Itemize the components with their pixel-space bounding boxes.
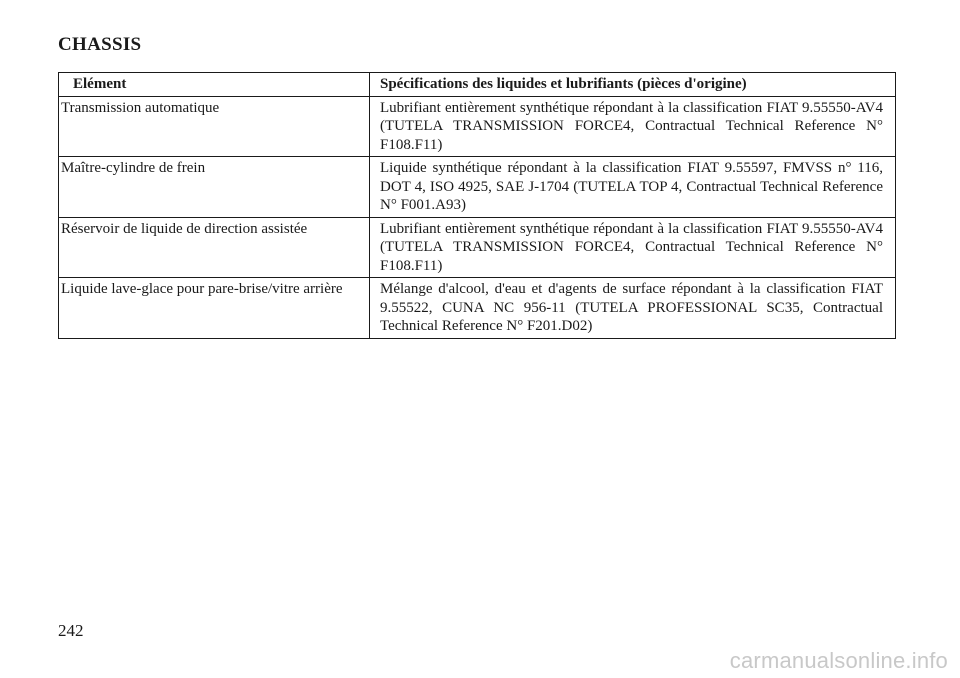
row-item: Maître-cylindre de frein	[59, 157, 370, 218]
page-number: 242	[58, 621, 84, 640]
row-item: Réservoir de liquide de direction assistée	[59, 217, 370, 278]
row-spec: Liquide synthétique répondant à la classification FIAT 9.55597, FMVSS n° 116, DOT 4, ISO 4925, SAE J-1704 (TUTELA TOP 4, Contractual Technical Reference N° F001.A93)	[370, 157, 896, 218]
row-spec: Mélange d'alcool, d'eau et d'agents de surface répondant à la classification FIAT 9.55522, CUNA NC 956-11 (TUTELA PROFESSIONAL SC35, Contractual Technical Reference N° F201.D02)	[370, 278, 896, 339]
table-row	[59, 96, 896, 157]
header-spec: Spécifications des liquides et lubrifiants (pièces d'origine)	[370, 73, 896, 97]
row-item: Transmission automatique	[59, 96, 370, 157]
table-header-row	[59, 73, 896, 97]
table-row	[59, 217, 896, 278]
watermark-logo: carmanualsonline.info	[729, 648, 948, 673]
table-row	[59, 278, 896, 339]
row-spec: Lubrifiant entièrement synthétique répondant à la classification FIAT 9.55550-AV4 (TUTELA TRANSMISSION FORCE4, Contractual Technical Reference N° F108.F11)	[370, 96, 896, 157]
row-spec: Lubrifiant entièrement synthétique répondant à la classification FIAT 9.55550-AV4 (TUTELA TRANSMISSION FORCE4, Contractual Technical Reference N° F108.F11)	[370, 217, 896, 278]
page-title: CHASSIS	[58, 34, 142, 55]
header-item: Elément	[59, 73, 370, 97]
fluid-spec-table	[58, 72, 896, 339]
table-row	[59, 157, 896, 218]
row-item: Liquide lave-glace pour pare-brise/vitre arrière	[59, 278, 370, 339]
